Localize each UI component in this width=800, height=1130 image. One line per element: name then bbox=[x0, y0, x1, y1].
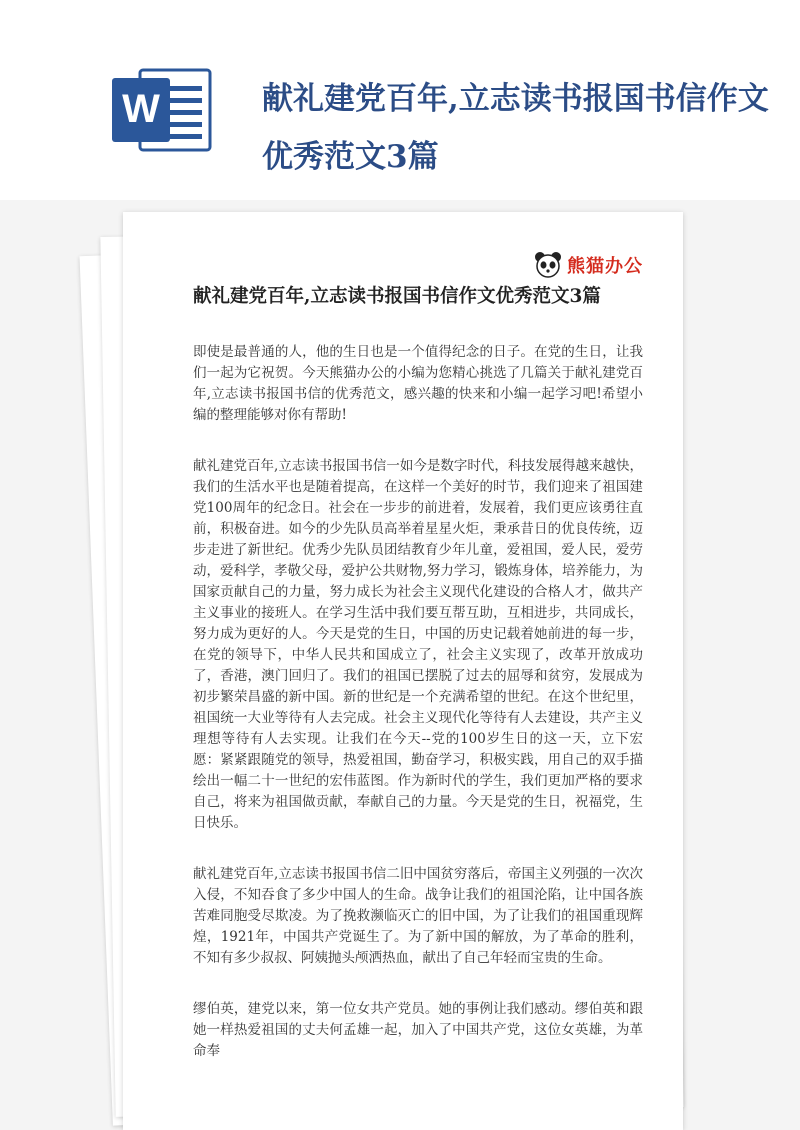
brand-logo bbox=[533, 248, 643, 282]
letter-one-paragraph: 献礼建党百年,立志读书报国书信一如今是数字时代，科技发展得越来越快，我们的生活水平也是随着提高，在这样一个美好的时节，我们迎来了祖国建党100周年的纪念日。社会在一步步的前进着，发展着，我们更应该勇往直前，积极奋进。如今的少先队员高举着星星火炬，秉承昔日的优良传统，迈步走进了新世纪。优秀少先队员团结教育少年儿童，爱祖国，爱人民，爱劳动，爱科学，孝敬父母，爱护公共财物,努力学习，锻炼身体，培养能力，为国家贡献自己的力量，努力成长为社会主义现代化建设的合格人才，做共产主义事业的接班人。在学习生活中我们要互帮互助，互相进步，共同成长，努力成为更好的人。今天是党的生日，中国的历史记载着她前进的每一步，在党的领导下，中华人民共和国成立了，社会主义实现了，改革开放成功了，香港，澳门回归了。我们的祖国已摆脱了过去的屈辱和贫穷，发展成为初步繁荣昌盛的新中国。新的世纪是一个充满希望的世纪。在这个世纪里，祖国统一大业等待有人去完成。社会主义现代化等待有人去建设，共产主义理想等待有人去实现。让我们在今天--党的100岁生日的这一天，立下宏愿：紧紧跟随党的领导，热爱祖国，勤奋学习，积极实践，用自己的双手描绘出一幅二十一世纪的宏伟蓝图。作为新时代的学生，我们更加严格的要求自己，将来为祖国做贡献，奉献自己的力量。今天是党的生日，祝福党，生日快乐。 bbox=[193, 458, 643, 831]
letter-two-paragraph: 献礼建党百年,立志读书报国书信二旧中国贫穷落后，帝国主义列强的一次次入侵，不知吞食了多少中国人的生命。战争让我们的祖国沦陷，让中国各族苦难同胞受尽欺凌。为了挽救濒临灭亡的旧中国，为了让我们的祖国重现辉煌，1921年，中国共产党诞生了。为了新中国的解放，为了革命的胜利，不知有多少叔叔、阿姨抛头颅洒热血，献出了自己年轻而宝贵的生命。 bbox=[193, 866, 643, 966]
svg-text:W: W bbox=[122, 87, 160, 131]
document-title: 献礼建党百年,立志读书报国书信作文优秀范文3篇 bbox=[193, 286, 601, 307]
letter-three-paragraph: 缪伯英，建党以来，第一位女共产党员。她的事例让我们感动。缪伯英和跟她一样热爱祖国的丈夫何孟雄一起，加入了中国共产党，这位女英雄，为革命奉 bbox=[193, 1001, 643, 1059]
word-doc-icon bbox=[110, 66, 214, 154]
brand-name: 熊猫办公 bbox=[567, 256, 643, 277]
panda-icon bbox=[533, 250, 563, 280]
header-title: 献礼建党百年,立志读书报国书信作文优秀范文3篇 bbox=[262, 81, 769, 175]
document-body bbox=[193, 342, 643, 1092]
intro-paragraph: 即使是最普通的人，他的生日也是一个值得纪念的日子。在党的生日，让我们一起为它祝贺。今天熊猫办公的小编为您精心挑选了几篇关于献礼建党百年,立志读书报国书信的优秀范文，感兴趣的快来和小编一起学习吧!希望小编的整理能够对你有帮助! bbox=[193, 344, 643, 423]
page-header bbox=[0, 0, 800, 200]
document-page bbox=[123, 212, 683, 1130]
